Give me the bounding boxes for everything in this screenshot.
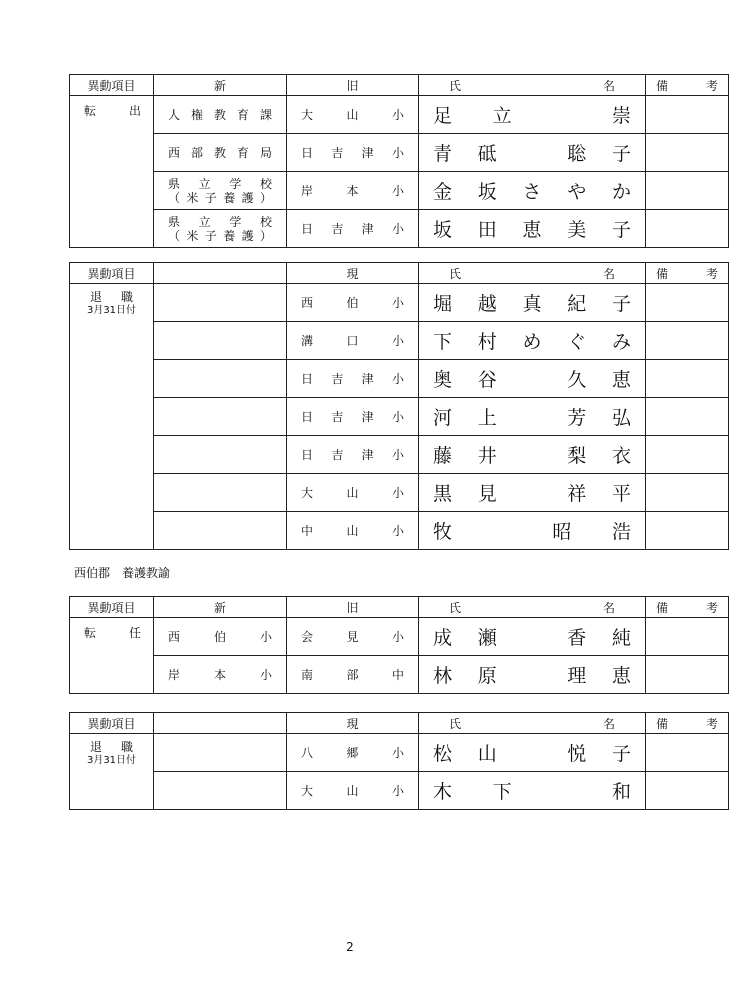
person-name: 成瀬 香純 — [419, 618, 646, 656]
person-name: 下村めぐみ — [419, 322, 646, 360]
table-row — [70, 398, 729, 436]
old-post: 大山小 — [287, 96, 419, 134]
person-name: 黒見 祥平 — [419, 474, 646, 512]
category-cell — [70, 618, 154, 694]
new-post: 西伯小 — [154, 618, 287, 656]
current-post: 日吉津小 — [287, 360, 419, 398]
new-post — [154, 210, 287, 248]
new-post: 人権教育課 — [154, 96, 287, 134]
category-label: 転出 — [84, 104, 141, 118]
remarks-cell — [646, 398, 729, 436]
table-row — [70, 436, 729, 474]
category-date: 3月31日付 — [86, 305, 137, 316]
page-number: 2 — [346, 940, 354, 954]
header-old: 旧 — [287, 597, 419, 618]
transfer-out-table — [69, 74, 729, 248]
new-post-line1: 県立学校 — [168, 176, 272, 191]
category-date: 3月31日付 — [86, 755, 137, 766]
header-blank — [154, 713, 287, 734]
category-cell — [70, 96, 154, 248]
category-label: 退職 — [90, 290, 133, 304]
remarks-cell — [646, 360, 729, 398]
transfer-table — [69, 596, 729, 694]
current-post: 八郷小 — [287, 734, 419, 772]
person-name: 奥谷 久恵 — [419, 360, 646, 398]
header-name: 氏 名 — [419, 713, 646, 734]
header-current: 現 — [287, 713, 419, 734]
table-header-row — [70, 263, 729, 284]
header-remarks: 備 考 — [646, 597, 729, 618]
section-title: 西伯郡 養護教諭 — [74, 566, 171, 580]
person-name: 足立 崇 — [419, 96, 646, 134]
current-post: 溝口小 — [287, 322, 419, 360]
current-post: 西伯小 — [287, 284, 419, 322]
blank-cell — [154, 284, 287, 322]
blank-cell — [154, 322, 287, 360]
new-post-line2: （米子養護） — [168, 190, 272, 205]
category-label: 転任 — [84, 626, 141, 640]
new-post: 西部教育局 — [154, 134, 287, 172]
remarks-cell — [646, 512, 729, 550]
table-row — [70, 172, 729, 210]
header-new: 新 — [154, 597, 287, 618]
person-name: 河上 芳弘 — [419, 398, 646, 436]
person-name: 林原 理恵 — [419, 656, 646, 694]
table-row — [70, 210, 729, 248]
old-post: 岸本小 — [287, 172, 419, 210]
blank-cell — [154, 512, 287, 550]
current-post: 日吉津小 — [287, 398, 419, 436]
blank-cell — [154, 734, 287, 772]
category-label: 退職 — [90, 740, 133, 754]
header-blank — [154, 263, 287, 284]
header-name: 氏 名 — [419, 263, 646, 284]
remarks-cell — [646, 134, 729, 172]
person-name: 松山 悦子 — [419, 734, 646, 772]
remarks-cell — [646, 618, 729, 656]
person-name: 金坂さやか — [419, 172, 646, 210]
person-name: 坂田恵美子 — [419, 210, 646, 248]
remarks-cell — [646, 210, 729, 248]
person-name: 藤井 梨衣 — [419, 436, 646, 474]
remarks-cell — [646, 96, 729, 134]
current-post: 日吉津小 — [287, 436, 419, 474]
header-item: 異動項目 — [70, 597, 154, 618]
header-remarks: 備 考 — [646, 713, 729, 734]
header-current: 現 — [287, 263, 419, 284]
table-row — [70, 618, 729, 656]
remarks-cell — [646, 436, 729, 474]
remarks-cell — [646, 322, 729, 360]
table-header-row — [70, 713, 729, 734]
person-name: 木下 和 — [419, 772, 646, 810]
blank-cell — [154, 360, 287, 398]
retirement-table — [69, 262, 729, 550]
current-post: 中山小 — [287, 512, 419, 550]
remarks-cell — [646, 172, 729, 210]
remarks-cell — [646, 284, 729, 322]
table-row — [70, 512, 729, 550]
header-item: 異動項目 — [70, 263, 154, 284]
new-post: 岸本小 — [154, 656, 287, 694]
table-row — [70, 96, 729, 134]
old-post: 南部中 — [287, 656, 419, 694]
current-post: 大山小 — [287, 772, 419, 810]
table-row — [70, 656, 729, 694]
person-name: 牧 昭浩 — [419, 512, 646, 550]
remarks-cell — [646, 734, 729, 772]
table-row — [70, 474, 729, 512]
old-post: 日吉津小 — [287, 210, 419, 248]
person-name: 堀越真紀子 — [419, 284, 646, 322]
table-row — [70, 360, 729, 398]
blank-cell — [154, 772, 287, 810]
remarks-cell — [646, 474, 729, 512]
table-row — [70, 734, 729, 772]
category-cell — [70, 734, 154, 810]
retirement-table-2 — [69, 712, 729, 810]
remarks-cell — [646, 772, 729, 810]
old-post: 会見小 — [287, 618, 419, 656]
table-row — [70, 772, 729, 810]
header-new: 新 — [154, 75, 287, 96]
header-remarks: 備 考 — [646, 75, 729, 96]
current-post: 大山小 — [287, 474, 419, 512]
blank-cell — [154, 474, 287, 512]
header-item: 異動項目 — [70, 713, 154, 734]
table-row — [70, 284, 729, 322]
table-header-row — [70, 75, 729, 96]
table-row — [70, 134, 729, 172]
table-header-row — [70, 597, 729, 618]
new-post-line2: （米子養護） — [168, 228, 272, 243]
new-post-line1: 県立学校 — [168, 214, 272, 229]
new-post — [154, 172, 287, 210]
header-old: 旧 — [287, 75, 419, 96]
table-row — [70, 322, 729, 360]
header-name: 氏 名 — [419, 597, 646, 618]
header-remarks: 備 考 — [646, 263, 729, 284]
header-item: 異動項目 — [70, 75, 154, 96]
blank-cell — [154, 436, 287, 474]
category-cell — [70, 284, 154, 550]
blank-cell — [154, 398, 287, 436]
header-name: 氏 名 — [419, 75, 646, 96]
person-name: 青砥 聡子 — [419, 134, 646, 172]
old-post: 日吉津小 — [287, 134, 419, 172]
remarks-cell — [646, 656, 729, 694]
